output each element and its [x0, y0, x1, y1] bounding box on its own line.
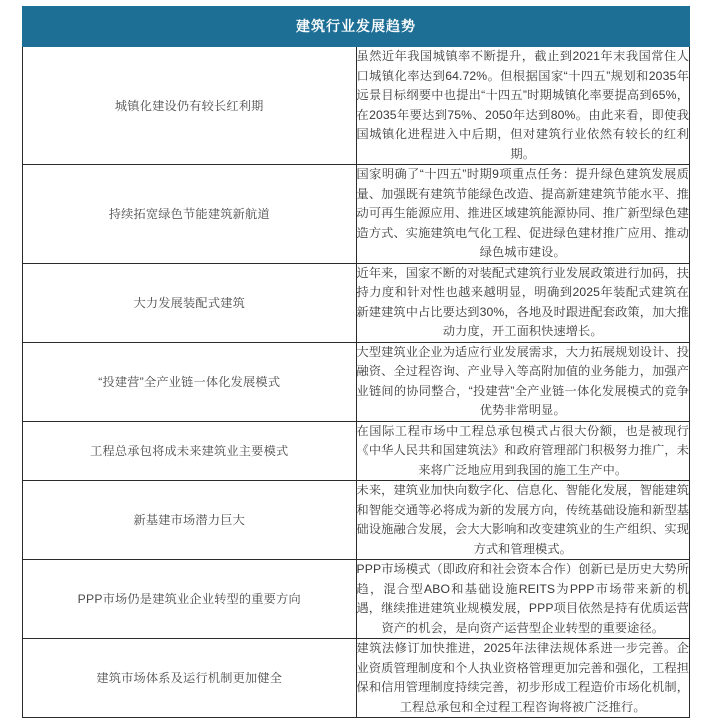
table-row	[23, 342, 690, 421]
row-label: 大力发展装配式建筑	[23, 263, 357, 342]
row-label: 城镇化建设仍有较长红利期	[23, 47, 357, 165]
row-label: 新基建市场潜力巨大	[23, 481, 357, 560]
table-row	[23, 421, 690, 481]
trend-table-wrapper	[22, 6, 690, 718]
row-label: PPP市场仍是建筑业企业转型的重要方向	[23, 560, 357, 639]
row-content: 建筑法修订加快推进，2025年法律法规体系进一步完善。企业资质管理制度和个人执业资格管理更加完善和强化，工程担保和信用管理制度持续完善，初步形成工程造价市场化机制，工程总承包和全过程工程咨询将被广泛推行。	[356, 639, 690, 718]
row-content: 大型建筑业企业为适应行业发展需求，大力拓展规划设计、投融资、全过程咨询、产业导入等高附加值的业务能力，加强产业链间的协同整合，“投建营”全产业链一体化发展模式的竞争优势非常明显。	[356, 342, 690, 421]
table-row	[23, 481, 690, 560]
table-row	[23, 165, 690, 264]
row-content: PPP市场模式（即政府和社会资本合作）创新已是历史大势所趋，混合型ABO和基础设施REITS为PPP市场带来新的机遇，继续推进建筑业规模发展，PPP项目依然是持有优质运营资产的机会，是向资产运营型企业转型的重要途径。	[356, 560, 690, 639]
row-content: 未来，建筑业加快向数字化、信息化、智能化发展，智能建筑和智能交通等必将成为新的发展方向，传统基础设施和新型基础设施融合发展，会大大影响和改变建筑业的生产组织、实现方式和管理模式。	[356, 481, 690, 560]
row-label: “投建营”全产业链一体化发展模式	[23, 342, 357, 421]
table-header-row	[23, 7, 690, 47]
table-row	[23, 639, 690, 718]
row-content: 虽然近年我国城镇率不断提升，截止到2021年末我国常住人口城镇化率达到64.72%。但根据国家“十四五”规划和2035年远景目标纲要中也提出“十四五”时期城镇化率要提高到65%，在2035年要达到75%、2050年达到80%。由此来看，即使我国城镇化进程进入中后期，但对建筑行业依然有较长的红利期。	[356, 47, 690, 165]
table-title: 建筑行业发展趋势	[23, 7, 690, 47]
row-content: 在国际工程市场中工程总承包模式占很大份额，也是被现行《中华人民共和国建筑法》和政府管理部门积极努力推广，未来将广泛地应用到我国的施工生产中。	[356, 421, 690, 481]
row-content: 国家明确了“十四五”时期9项重点任务：提升绿色建筑发展质量、加强既有建筑节能绿色改造、提高新建建筑节能水平、推动可再生能源应用、推进区域建筑能源协同、推广新型绿色建造方式、实施建筑电气化工程、促进绿色建材推广应用、推动绿色城市建设。	[356, 165, 690, 264]
row-label: 工程总承包将成未来建筑业主要模式	[23, 421, 357, 481]
construction-industry-trend-table	[22, 6, 690, 718]
table-row	[23, 263, 690, 342]
row-label: 建筑市场体系及运行机制更加健全	[23, 639, 357, 718]
row-label: 持续拓宽绿色节能建筑新航道	[23, 165, 357, 264]
table-row	[23, 560, 690, 639]
table-row	[23, 47, 690, 165]
row-content: 近年来，国家不断的对装配式建筑行业发展政策进行加码，扶持力度和针对性也越来越明显，明确到2025年装配式建筑在新建建筑中占比要达到30%，各地及时跟进配套政策，加大推动力度，开工面积快速增长。	[356, 263, 690, 342]
